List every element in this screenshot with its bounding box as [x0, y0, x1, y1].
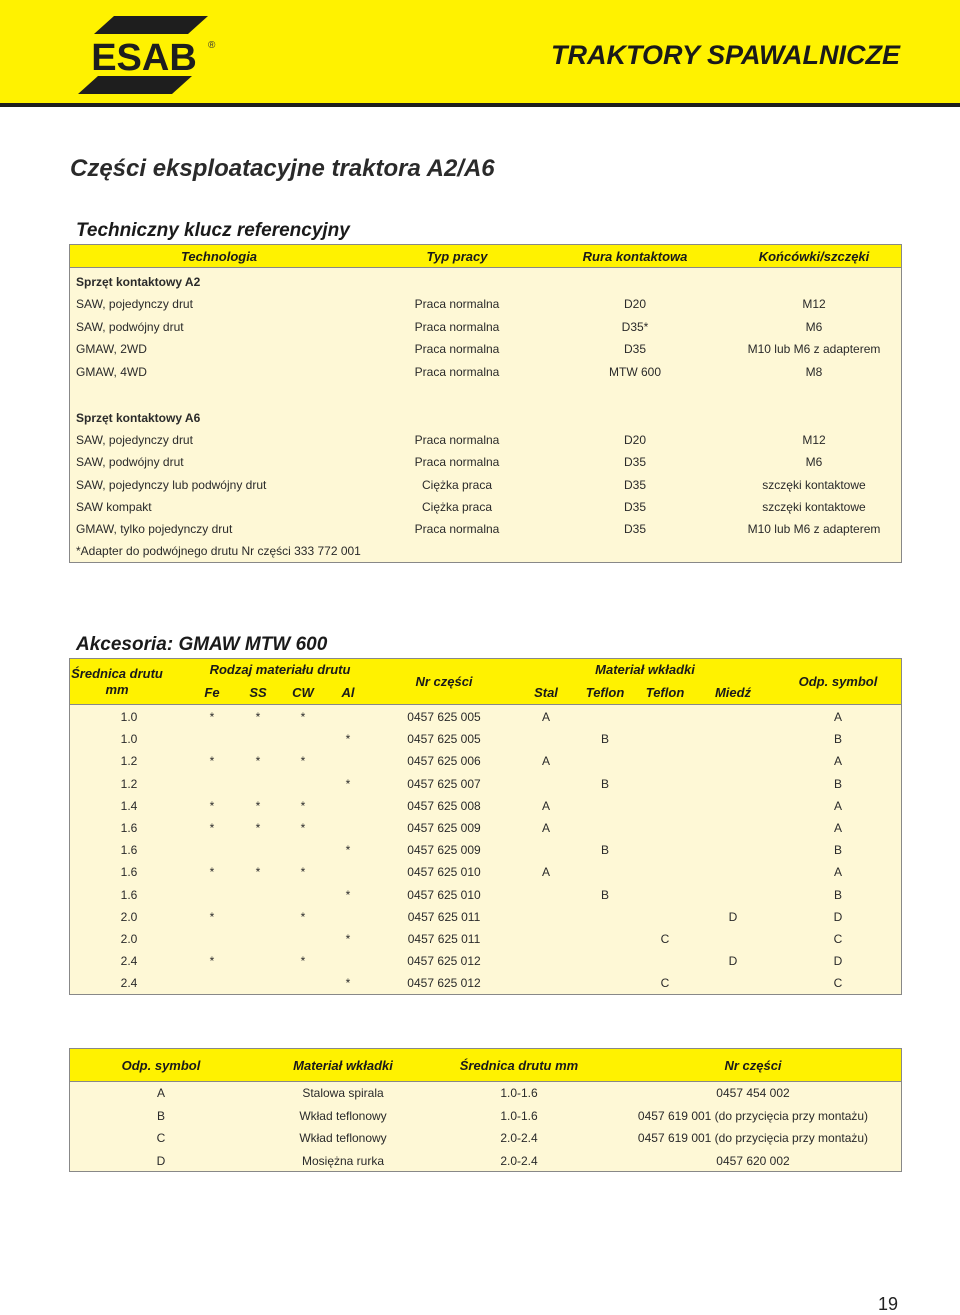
- acc-cell-part: 0457 625 006: [407, 754, 481, 769]
- acc-cell-d: 1.4: [120, 798, 138, 813]
- accessories-header: [70, 659, 901, 705]
- acc-cell-l4: D: [728, 909, 738, 924]
- page-title: Części eksploatacyjne traktora A2/A6: [70, 155, 495, 182]
- legend-cell-liner: Wkład teflonowy: [299, 1131, 387, 1145]
- reference-title: Techniczny klucz referencyjny: [76, 220, 350, 241]
- acc-col-al: Al: [341, 685, 355, 700]
- ref-group-a6-label: Sprzęt kontaktowy A6: [76, 411, 201, 425]
- acc-cell-d: 1.0: [120, 710, 138, 724]
- acc-cell-d: 2.0: [120, 932, 138, 946]
- ref-a6-tips: M12: [802, 433, 826, 447]
- acc-cell-ss: *: [255, 865, 261, 880]
- acc-cell-sym: C: [833, 976, 843, 991]
- ref-a6-work-type: Praca normalna: [414, 455, 500, 470]
- acc-cell-l2: B: [600, 732, 610, 747]
- acc-cell-d: 1.2: [120, 776, 138, 791]
- ref-a6-tips: M10 lub M6 z adapterem: [747, 522, 881, 537]
- ref-a6-contact-tube: D35: [623, 455, 647, 470]
- acc-cell-part: 0457 625 009: [407, 821, 481, 835]
- acc-cell-fe: *: [209, 754, 215, 769]
- acc-cell-cw: *: [300, 754, 306, 769]
- legend-cell-symbol: B: [156, 1108, 166, 1123]
- legend-col-diameter: Średnica drutu mm: [459, 1058, 579, 1073]
- ref-a2-technology: GMAW, 4WD: [76, 364, 147, 379]
- acc-cell-l1: A: [541, 798, 551, 813]
- ref-a2-technology: SAW, pojedynczy drut: [76, 297, 193, 311]
- acc-cell-l3: C: [660, 976, 670, 991]
- acc-cell-l2: B: [600, 887, 610, 902]
- acc-cell-cw: *: [300, 821, 306, 835]
- ref-a6-tips: M6: [805, 455, 823, 470]
- acc-cell-al: *: [345, 732, 351, 747]
- ref-a6-tips: szczęki kontaktowe: [762, 477, 866, 492]
- acc-cell-fe: *: [209, 821, 215, 835]
- acc-cell-ss: *: [255, 710, 261, 724]
- acc-col-cw: CW: [292, 685, 314, 700]
- ref-a6-tips: szczęki kontaktowe: [762, 499, 866, 514]
- legend-cell-diameter: 1.0-1.6: [500, 1086, 538, 1100]
- acc-cell-sym: C: [833, 932, 843, 946]
- ref-a6-technology: SAW kompakt: [76, 499, 152, 514]
- acc-cell-l1: A: [541, 754, 551, 769]
- acc-cell-part: 0457 625 008: [407, 798, 481, 813]
- ref-a2-technology: GMAW, 2WD: [76, 342, 147, 356]
- acc-cell-fe: *: [209, 865, 215, 880]
- acc-cell-cw: *: [300, 710, 306, 724]
- legend-cell-part-no: 0457 620 002: [716, 1153, 790, 1168]
- legend-table: [69, 1048, 902, 1172]
- acc-cell-al: *: [345, 976, 351, 991]
- acc-cell-part: 0457 625 005: [407, 732, 481, 747]
- ref-a6-technology: SAW, pojedynczy lub podwójny drut: [76, 477, 267, 492]
- esab-logo: [78, 16, 208, 94]
- ref-a2-tips: M10 lub M6 z adapterem: [747, 342, 881, 356]
- legend-cell-symbol: A: [156, 1086, 166, 1100]
- acc-col-symbol: Odp. symbol: [798, 674, 878, 689]
- acc-cell-part: 0457 625 011: [407, 932, 481, 946]
- page-number: 19: [878, 1294, 899, 1314]
- acc-cell-part: 0457 625 012: [407, 954, 481, 969]
- ref-a6-work-type: Praca normalna: [414, 522, 500, 537]
- acc-cell-fe: *: [209, 798, 215, 813]
- acc-cell-d: 1.6: [120, 865, 138, 880]
- acc-col-teflon-2: Teflon: [645, 685, 685, 700]
- ref-col-technology: Technologia: [180, 249, 258, 264]
- ref-a6-technology: GMAW, tylko pojedynczy drut: [76, 522, 233, 537]
- acc-cell-d: 2.0: [120, 909, 138, 924]
- acc-cell-sym: B: [833, 776, 843, 791]
- ref-a6-contact-tube: D35: [623, 499, 647, 514]
- legend-cell-diameter: 2.0-2.4: [500, 1131, 538, 1145]
- ref-footnote: *Adapter do podwójnego drutu Nr części 333 772 001: [76, 544, 361, 558]
- acc-cell-sym: A: [833, 798, 843, 813]
- ref-a2-technology: SAW, podwójny drut: [76, 319, 184, 334]
- ref-group-a2-label: Sprzęt kontaktowy A2: [76, 275, 201, 289]
- acc-cell-cw: *: [300, 798, 306, 813]
- reference-table: [69, 244, 902, 563]
- acc-col-copper: Miedź: [714, 685, 752, 700]
- acc-cell-l1: A: [541, 821, 551, 835]
- acc-cell-sym: A: [833, 754, 843, 769]
- ref-col-work-type: Typ pracy: [426, 249, 488, 264]
- ref-col-tips: Końcówki/szczęki: [758, 249, 870, 264]
- ref-a6-work-type: Ciężka praca: [421, 499, 493, 514]
- acc-cell-sym: B: [833, 887, 843, 902]
- acc-cell-l1: A: [541, 710, 551, 724]
- ref-a2-work-type: Praca normalna: [414, 319, 500, 334]
- acc-col-steel: Stal: [534, 685, 558, 700]
- legend-cell-symbol: D: [156, 1153, 166, 1168]
- acc-cell-d: 1.6: [120, 821, 138, 835]
- ref-a2-tips: M6: [805, 319, 823, 334]
- acc-cell-ss: *: [255, 754, 261, 769]
- ref-a6-work-type: Ciężka praca: [421, 477, 493, 492]
- acc-cell-sym: B: [833, 843, 843, 858]
- acc-cell-l2: B: [600, 776, 610, 791]
- acc-cell-part: 0457 625 012: [407, 976, 481, 991]
- acc-cell-ss: *: [255, 798, 261, 813]
- legend-cell-liner: Mosiężna rurka: [301, 1153, 385, 1168]
- ref-a2-work-type: Praca normalna: [414, 297, 500, 311]
- legend-cell-liner: Wkład teflonowy: [299, 1108, 387, 1123]
- acc-cell-fe: *: [209, 909, 215, 924]
- acc-cell-fe: *: [209, 710, 215, 724]
- section-title: TRAKTORY SPAWALNICZE: [550, 40, 900, 70]
- acc-cell-l1: A: [541, 865, 551, 880]
- acc-cell-l3: C: [660, 932, 670, 946]
- acc-cell-part: 0457 625 011: [407, 909, 481, 924]
- acc-cell-fe: *: [209, 954, 215, 969]
- acc-cell-al: *: [345, 932, 351, 946]
- ref-a6-technology: SAW, podwójny drut: [76, 455, 184, 470]
- legend-cell-part-no: 0457 619 001 (do przycięcia przy montażu): [637, 1131, 869, 1145]
- ref-a2-contact-tube: D35: [623, 342, 647, 356]
- ref-a6-work-type: Praca normalna: [414, 433, 500, 447]
- acc-cell-sym: D: [833, 954, 843, 969]
- acc-cell-l4: D: [728, 954, 738, 969]
- acc-cell-al: *: [345, 887, 351, 902]
- accessories-title: Akcesoria: GMAW MTW 600: [76, 634, 328, 655]
- acc-cell-d: 1.6: [120, 843, 138, 858]
- acc-col-liner-material: Materiał wkładki: [595, 662, 695, 677]
- acc-cell-cw: *: [300, 865, 306, 880]
- legend-cell-diameter: 1.0-1.6: [500, 1108, 538, 1123]
- ref-a2-contact-tube: D35*: [621, 319, 649, 334]
- ref-a2-tips: M12: [802, 297, 826, 311]
- acc-cell-sym: A: [833, 710, 843, 724]
- ref-a2-contact-tube: D20: [623, 297, 647, 311]
- acc-cell-sym: A: [833, 821, 843, 835]
- acc-cell-d: 1.6: [120, 887, 138, 902]
- acc-cell-al: *: [345, 843, 351, 858]
- legend-col-part-no: Nr części: [724, 1058, 782, 1073]
- legend-cell-part-no: 0457 619 001 (do przycięcia przy montażu): [637, 1108, 869, 1123]
- acc-cell-d: 1.2: [120, 754, 138, 769]
- acc-cell-part: 0457 625 009: [407, 843, 481, 858]
- acc-col-teflon-1: Teflon: [585, 685, 625, 700]
- legend-cell-liner: Stalowa spirala: [302, 1086, 384, 1100]
- ref-a6-contact-tube: D35: [623, 477, 647, 492]
- acc-cell-cw: *: [300, 954, 306, 969]
- acc-col-part-no: Nr części: [415, 674, 473, 689]
- ref-col-contact-tube: Rura kontaktowa: [582, 249, 688, 264]
- acc-col-wire-material: Rodzaj materiału drutu: [209, 662, 351, 677]
- acc-cell-part: 0457 625 007: [407, 776, 481, 791]
- acc-col-diameter-unit: mm: [105, 682, 129, 697]
- legend-col-liner: Materiał wkładki: [293, 1058, 393, 1073]
- ref-a2-work-type: Praca normalna: [414, 342, 500, 356]
- acc-cell-sym: B: [833, 732, 843, 747]
- legend-cell-part-no: 0457 454 002: [716, 1086, 790, 1100]
- acc-cell-sym: D: [833, 909, 843, 924]
- ref-a6-technology: SAW, pojedynczy drut: [76, 433, 193, 447]
- brand-text: ESAB: [91, 37, 197, 79]
- acc-cell-al: *: [345, 776, 351, 791]
- acc-cell-part: 0457 625 010: [407, 865, 481, 880]
- ref-a6-contact-tube: D20: [623, 433, 647, 447]
- ref-a6-contact-tube: D35: [623, 522, 647, 537]
- acc-cell-l2: B: [600, 843, 610, 858]
- acc-cell-part: 0457 625 010: [407, 887, 481, 902]
- ref-a2-work-type: Praca normalna: [414, 364, 500, 379]
- header-rule: [0, 103, 960, 107]
- legend-cell-symbol: C: [156, 1131, 166, 1145]
- acc-cell-cw: *: [300, 909, 306, 924]
- acc-cell-ss: *: [255, 821, 261, 835]
- acc-cell-d: 2.4: [120, 976, 138, 991]
- legend-cell-diameter: 2.0-2.4: [500, 1153, 538, 1168]
- acc-cell-sym: A: [833, 865, 843, 880]
- accessories-table: [69, 658, 902, 995]
- legend-col-symbol: Odp. symbol: [121, 1058, 201, 1073]
- acc-col-diameter: Średnica drutu: [71, 666, 163, 681]
- ref-a2-contact-tube: MTW 600: [608, 364, 662, 379]
- acc-cell-d: 2.4: [120, 954, 138, 969]
- registered-mark: ®: [208, 40, 216, 51]
- acc-cell-part: 0457 625 005: [407, 710, 481, 724]
- acc-col-fe: Fe: [204, 685, 220, 700]
- acc-col-ss: SS: [249, 685, 267, 700]
- acc-cell-d: 1.0: [120, 732, 138, 747]
- ref-a2-tips: M8: [805, 364, 823, 379]
